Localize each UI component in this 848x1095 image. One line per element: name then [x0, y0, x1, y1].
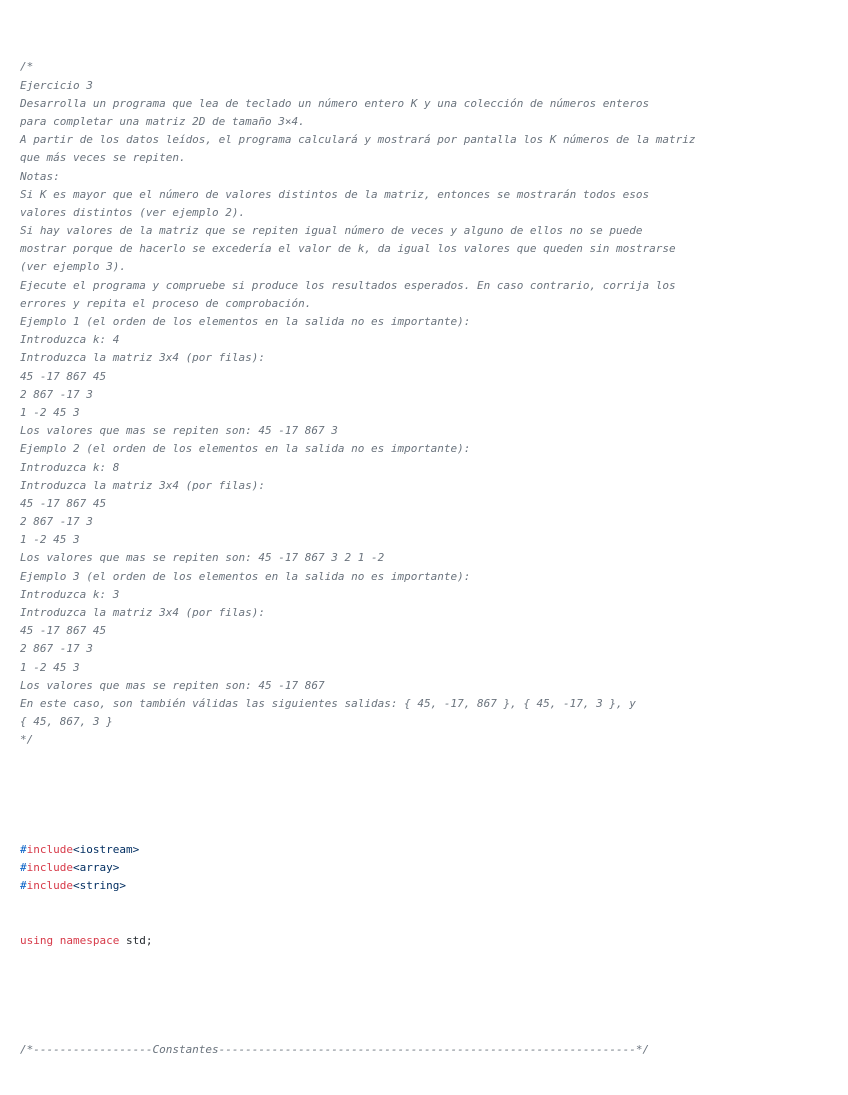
- include-line: [20, 841, 696, 859]
- comment-line: */: [20, 733, 34, 747]
- comment-line: Introduzca k: 4: [20, 333, 120, 347]
- comment-line: A partir de los datos leídos, el programa calculará y mostrará por pantalla los K números de la matriz: [20, 133, 696, 147]
- header-name: <array>: [72, 860, 120, 874]
- comment-line: Introduzca la matriz 3x4 (por filas):: [20, 606, 266, 620]
- section-comment-constantes: /*------------------Constantes---------------------------------------------------------------*/: [20, 1042, 650, 1056]
- include-directive: include: [26, 878, 73, 892]
- comment-line: Introduzca la matriz 3x4 (por filas):: [20, 351, 266, 365]
- comment-line: para completar una matriz 2D de tamaño 3×4.: [20, 114, 305, 128]
- include-block: [20, 841, 696, 896]
- comment-line: Notas:: [20, 169, 60, 183]
- using-line: [20, 932, 696, 950]
- comment-line: 1 -2 45 3: [20, 405, 80, 419]
- comment-line: Si hay valores de la matriz que se repiten igual número de veces y alguno de ellos no se puede: [20, 224, 643, 238]
- comment-line: 1 -2 45 3: [20, 533, 80, 547]
- comment-line: 1 -2 45 3: [20, 660, 80, 674]
- preprocessor-hash: #: [20, 878, 27, 892]
- blank-line: [20, 786, 696, 804]
- header-name: <string>: [72, 878, 126, 892]
- comment-line: Desarrolla un programa que lea de teclado un número entero K y una colección de números enteros: [20, 96, 650, 110]
- comment-line: Los valores que mas se repiten son: 45 -17 867 3 2 1 -2: [20, 551, 385, 565]
- comment-line: Introduzca la matriz 3x4 (por filas):: [20, 478, 266, 492]
- comment-line: mostrar porque de hacerlo se excedería el valor de k, da igual los valores que queden sin mostrarse: [20, 242, 676, 256]
- comment-line: 45 -17 867 45: [20, 496, 107, 510]
- include-line: [20, 877, 696, 895]
- comment-line: Ejecute el programa y compruebe si produce los resultados esperados. En caso contrario, corrija los: [20, 278, 676, 292]
- preprocessor-hash: #: [20, 842, 27, 856]
- header-name: <iostream>: [72, 842, 140, 856]
- comment-line: Introduzca k: 3: [20, 587, 120, 601]
- comment-line: Ejemplo 3 (el orden de los elementos en la salida no es importante):: [20, 569, 471, 583]
- comment-line: Los valores que mas se repiten son: 45 -17 867 3: [20, 424, 338, 438]
- comment-line: valores distintos (ver ejemplo 2).: [20, 205, 246, 219]
- include-directive: include: [26, 860, 73, 874]
- comment-line: que más veces se repiten.: [20, 151, 186, 165]
- comment-line: En este caso, son también válidas las siguientes salidas: { 45, -17, 867 }, { 45, -17, 3 }, y: [20, 696, 636, 710]
- preprocessor-hash: #: [20, 860, 27, 874]
- using-keyword: using: [20, 933, 54, 947]
- comment-line: Ejemplo 2 (el orden de los elementos en la salida no es importante):: [20, 442, 471, 456]
- comment-line: 45 -17 867 45: [20, 369, 107, 383]
- comment-line: 2 867 -17 3: [20, 642, 93, 656]
- namespace-name: std;: [119, 933, 153, 947]
- comment-line: Ejercicio 3: [20, 78, 93, 92]
- namespace-keyword: namespace: [59, 933, 120, 947]
- comment-line: 45 -17 867 45: [20, 624, 107, 638]
- comment-line: /*: [20, 60, 34, 74]
- comment-line: Ejemplo 1 (el orden de los elementos en la salida no es importante):: [20, 315, 471, 329]
- comment-line: Los valores que mas se repiten son: 45 -17 867: [20, 678, 325, 692]
- comment-line: Si K es mayor que el número de valores distintos de la matriz, entonces se mostrarán todos esos: [20, 187, 650, 201]
- comment-line: 2 867 -17 3: [20, 387, 93, 401]
- comment-line: (ver ejemplo 3).: [20, 260, 126, 274]
- include-line: [20, 859, 696, 877]
- comment-line: 2 867 -17 3: [20, 515, 93, 529]
- include-directive: include: [26, 842, 73, 856]
- comment-line: { 45, 867, 3 }: [20, 715, 113, 729]
- blank-line: [20, 986, 696, 1004]
- comment-line: errores y repita el proceso de comprobación.: [20, 296, 312, 310]
- comment-line: Introduzca k: 8: [20, 460, 120, 474]
- code-area[interactable]: [20, 22, 696, 1095]
- header-comment-block: [20, 58, 696, 749]
